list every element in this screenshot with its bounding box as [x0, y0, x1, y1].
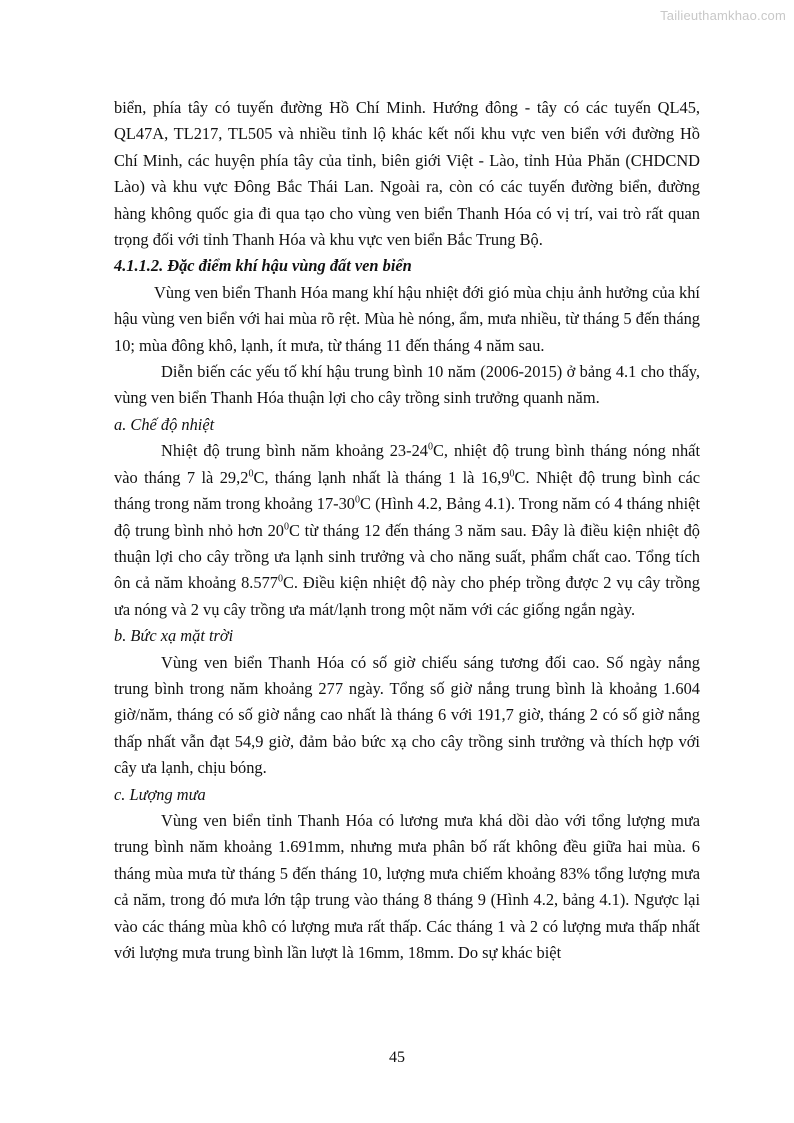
paragraph-transport: biển, phía tây có tuyến đường Hồ Chí Minh. Hướng đông - tây có các tuyến QL45, QL47A, TL217, TL505 và nhiều tỉnh lộ khác kết nối khu vực ven biển với đường Hồ Chí Minh, các huyện phía tây của tỉnh, biên giới Việt - Lào, tỉnh Hủa Phăn (CHDCND Lào) và khu vực Đông Bắc Thái Lan. Ngoài ra, còn có các tuyến đường biển, đường hàng không quốc gia đi qua tạo cho vùng ven biển Thanh Hóa có vị trí, vai trò rất quan trọng đối với tỉnh Thanh Hóa và khu vực ven biển Bắc Trung Bộ.	[114, 98, 700, 250]
text-segment: C. Nhiệt độ trung bình các tháng trong năm trong khoảng 17-30	[114, 467, 700, 514]
text-segment: C, nhiệt độ trung bình tháng nóng nhất vào tháng 7 là 29,2	[114, 441, 701, 487]
degree-superscript: 0	[355, 494, 360, 506]
degree-superscript: 0	[283, 521, 289, 533]
page-number: 45	[389, 1049, 405, 1066]
section-heading: 4.1.1.2. Đặc điểm khí hậu vùng đất ven biển	[114, 256, 412, 276]
subheading-radiation: b. Bức xạ mặt trời	[114, 626, 234, 646]
paragraph-rainfall: Vùng ven biển tỉnh Thanh Hóa có lương mưa khá dồi dào với tổng lượng mưa trung bình năm khoảng 1.691mm, nhưng mưa phân bố rất không đều giữa hai mùa. 6 tháng mùa mưa từ tháng 5 đến tháng 10, lượng mưa chiếm khoảng 83% tổng lượng mưa cả năm, trong đó mưa lớn tập trung vào tháng 8 tháng 9 (Hình 4.2, bảng 4.1). Ngược lại vào các tháng mùa khô có lượng mưa rất thấp. Các tháng 1 và 2 có lượng mưa thấp nhất với lượng mưa trung bình lần lượt là 16mm, 18mm. Do sự khác biệt	[114, 810, 700, 962]
document-body	[114, 95, 700, 966]
text-segment: Nhiệt độ trung bình năm khoảng 23-24	[161, 441, 428, 461]
degree-superscript: 0	[509, 468, 515, 480]
text-segment: C (Hình 4.2, Bảng 4.1). Trong năm có 4 tháng nhiệt độ trung bình nhỏ hơn 20	[114, 494, 700, 540]
text-segment: C. Điều kiện nhiệt độ này cho phép trồng được 2 vụ cây trồng ưa nóng và 2 vụ cây trồng ưa mát/lạnh trong một năm với các giống ngắn ngày.	[114, 573, 700, 619]
degree-superscript: 0	[277, 573, 283, 585]
paragraph-temperature	[114, 438, 700, 623]
watermark-text: Tailieuthamkhao.com	[660, 8, 786, 23]
paragraph-climate-table: Diễn biến các yếu tố khí hậu trung bình 10 năm (2006-2015) ở bảng 4.1 cho thấy, vùng ven biển Thanh Hóa thuận lợi cho cây trồng sinh trưởng quanh năm.	[114, 362, 700, 408]
paragraph-climate-intro: Vùng ven biển Thanh Hóa mang khí hậu nhiệt đới gió mùa chịu ảnh hưởng của khí hậu vùng ven biển với hai mùa rõ rệt. Mùa hè nóng, ẩm, mưa nhiều, từ tháng 5 đến tháng 10; mùa đông khô, lạnh, ít mưa, từ tháng 11 đến tháng 4 năm sau.	[114, 282, 700, 355]
text-segment: C từ tháng 12 đến tháng 3 năm sau. Đây là điều kiện nhiệt độ thuận lợi cho cây trồng ưa lạnh sinh trưởng và cho năng suất, phẩm chất cao. Tổng tích ôn cả năm khoảng 8.577	[114, 520, 700, 593]
subheading-temperature: a. Chế độ nhiệt	[114, 414, 215, 434]
subheading-rainfall: c. Lượng mưa	[114, 784, 206, 804]
degree-superscript: 0	[248, 468, 254, 480]
paragraph-radiation: Vùng ven biển Thanh Hóa có số giờ chiếu sáng tương đối cao. Số ngày nắng trung bình trong năm khoảng 277 ngày. Tổng số giờ nắng trung bình là khoảng 1.604 giờ/năm, tháng có số giờ nắng cao nhất là tháng 6 với 191,7 giờ, tháng 2 có số giờ nắng thấp nhất vẫn đạt 54,9 giờ, đảm bảo bức xạ cho cây trồng sinh trưởng và thích hợp với cây ưa lạnh, chịu bóng.	[114, 652, 700, 778]
degree-superscript: 0	[427, 441, 433, 453]
text-segment: C, tháng lạnh nhất là tháng 1 là 16,9	[253, 467, 510, 487]
